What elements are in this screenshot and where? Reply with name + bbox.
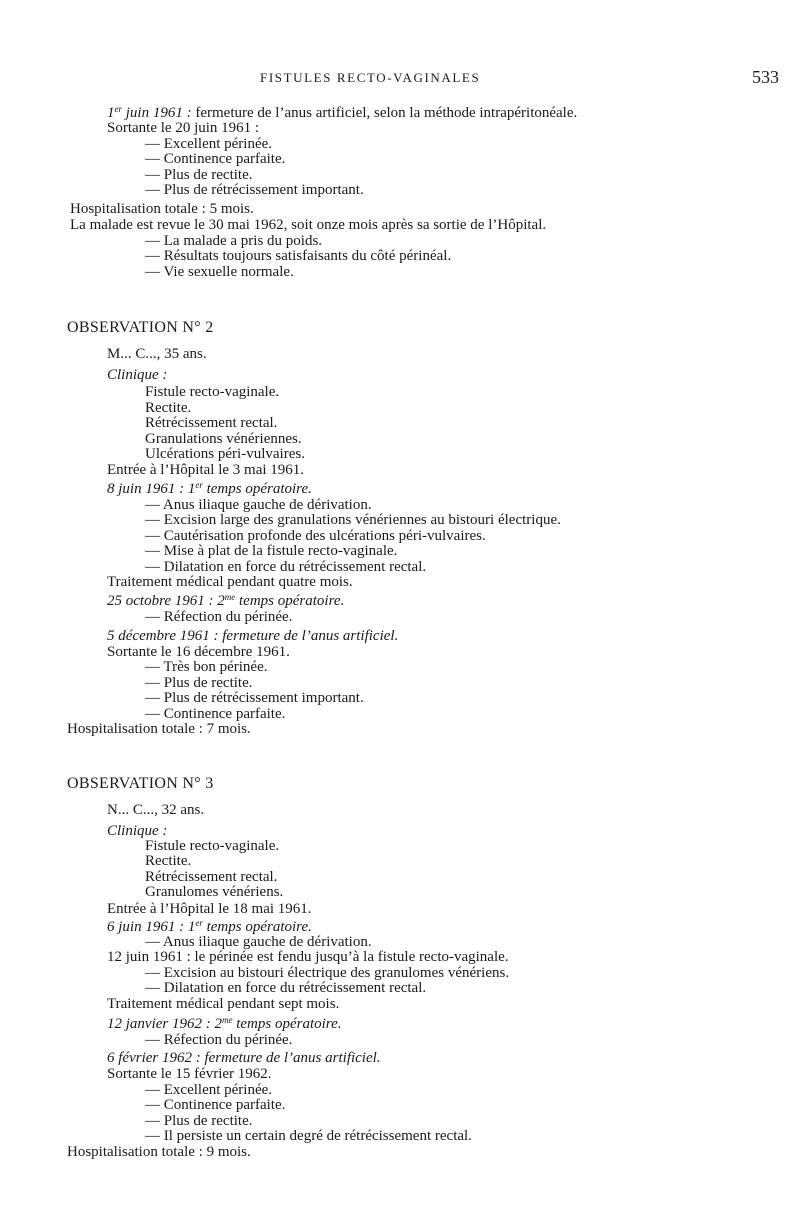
observation-heading [67,320,214,336]
text-line [107,574,353,590]
text-line [145,446,305,462]
text-span: Entrée à l’Hôpital le 18 mai 1961. [107,901,312,917]
text-line [107,105,577,121]
text-span: — Réfection du périnée. [145,609,293,625]
text-span: Fistule recto-vaginale. [145,384,280,400]
text-span: — Mise à plat de la fistule recto-vaginale. [145,543,398,559]
text-line [145,167,252,183]
text-line [145,869,277,885]
text-span: fermeture de l’anus artificiel, selon la méthode intrapéritonéale. [191,105,578,121]
text-span: — Plus de rectite. [145,1113,253,1129]
text-span: — Dilatation en force du rétrécissement rectal. [145,980,427,996]
text-line [145,559,426,575]
text-line [145,659,268,675]
superscript: er [195,480,203,490]
text-span: — Anus iliaque gauche de dérivation. [145,934,372,950]
text-span: La malade est revue le 30 mai 1962, soit onze mois après sa sortie de l’Hôpital. [70,217,547,233]
text-line [145,136,272,152]
text-span: OBSERVATION N° 2 [67,319,214,336]
text-span: 25 octobre 1961 : 2 [107,593,225,609]
text-line [145,264,294,280]
page-number: 533 [752,67,779,87]
text-line [145,1097,285,1113]
superscript: er [114,104,122,114]
text-line [107,949,509,965]
text-span: Rectite. [145,853,192,869]
text-span: OBSERVATION N° 3 [67,775,214,792]
text-span: temps opératoire. [202,919,312,935]
superscript: er [195,918,203,928]
text-line [145,690,364,706]
text-span: — Plus de rectite. [145,675,253,691]
text-line [145,1113,252,1129]
text-line [145,233,322,249]
text-span: — Continence parfaite. [145,1097,286,1113]
text-span: Rétrécissement rectal. [145,869,278,885]
text-span: — Plus de rectite. [145,167,253,183]
text-line [107,644,290,660]
text-span: — Continence parfaite. [145,151,286,167]
text-line [145,415,277,431]
text-span: — Cautérisation profonde des ulcérations péri-vulvaires. [145,528,486,544]
text-span: Hospitalisation totale : 5 mois. [70,201,254,217]
text-span: temps opératoire. [232,1016,342,1032]
text-span: temps opératoire. [202,481,312,497]
text-line [107,802,204,818]
text-line [145,497,372,513]
text-span: Clinique : [107,367,168,383]
text-span: 12 janvier 1962 : 2 [107,1016,222,1032]
text-span: Sortante le 20 juin 1961 : [107,120,260,136]
text-line [145,884,283,900]
text-span: Sortante le 15 février 1962. [107,1066,272,1082]
text-line [145,528,486,544]
text-line [107,901,312,917]
text-span: Sortante le 16 décembre 1961. [107,644,290,660]
text-line [145,384,279,400]
text-line [145,934,372,950]
text-line [145,609,292,625]
text-span: 8 juin 1961 : 1 [107,481,196,497]
text-line [145,248,451,264]
text-span: temps opératoire. [235,593,345,609]
text-span: — Réfection du périnée. [145,1032,293,1048]
text-line [107,996,339,1012]
text-line [67,1144,251,1160]
text-line [145,980,426,996]
text-span: Hospitalisation totale : 9 mois. [67,1144,251,1160]
text-span: Granulomes vénériens. [145,884,284,900]
text-span: 5 décembre 1961 : fermeture de l’anus artificiel. [107,628,399,644]
text-line [107,120,259,136]
text-span: Entrée à l’Hôpital le 3 mai 1961. [107,462,305,478]
text-span: — La malade a pris du poids. [145,233,323,249]
text-span: M... C..., 35 ans. [107,346,207,362]
text-span: Traitement médical pendant sept mois. [107,996,340,1012]
text-line [70,201,254,217]
text-span: — Plus de rétrécissement important. [145,182,364,198]
text-line [107,481,312,497]
text-line [145,1082,272,1098]
text-line [70,217,546,233]
text-span: Granulations vénériennes. [145,431,302,447]
text-line [67,721,251,737]
text-line [107,367,167,383]
text-span: — Excision large des granulations vénériennes au bistouri électrique. [145,512,561,528]
text-span: Traitement médical pendant quatre mois. [107,574,353,590]
text-line [145,965,509,981]
text-line [107,462,304,478]
text-line [145,182,364,198]
superscript: me [224,592,236,602]
text-span: 6 février 1962 : fermeture de l’anus artificiel. [107,1050,381,1066]
text-span: — Résultats toujours satisfaisants du côté périnéal. [145,248,452,264]
text-line [107,346,207,362]
text-span: — Excision au bistouri électrique des granulomes vénériens. [145,965,510,981]
text-line [107,1050,381,1066]
text-span: Rectite. [145,400,192,416]
text-line [145,431,302,447]
text-line [107,1066,272,1082]
text-span: — Il persiste un certain degré de rétrécissement rectal. [145,1128,472,1144]
text-line [107,628,398,644]
text-span: — Vie sexuelle normale. [145,264,294,280]
running-title: FISTULES RECTO-VAGINALES [260,70,481,85]
text-span: juin 1961 : [122,105,192,121]
text-span: 6 juin 1961 : 1 [107,919,196,935]
text-line [145,838,279,854]
text-line [107,1016,342,1032]
text-line [145,706,285,722]
text-span: 1 [107,105,115,121]
text-line [145,151,285,167]
text-line [107,919,312,935]
text-line [145,1032,292,1048]
text-span: Rétrécissement rectal. [145,415,278,431]
observation-heading [67,776,214,792]
text-span: 12 juin 1961 : le périnée est fendu jusqu’à la fistule recto-vaginale. [107,949,509,965]
text-line [145,512,561,528]
text-span: N... C..., 32 ans. [107,802,205,818]
text-line [145,675,252,691]
text-line [107,593,344,609]
text-span: — Plus de rétrécissement important. [145,690,364,706]
text-span: Hospitalisation totale : 7 mois. [67,721,251,737]
text-line [107,823,167,839]
text-span: Clinique : [107,823,168,839]
running-header [0,67,800,90]
text-span: — Excellent périnée. [145,136,273,152]
text-span: — Très bon périnée. [145,659,268,675]
text-line [145,543,397,559]
text-span: Fistule recto-vaginale. [145,838,280,854]
text-span: — Anus iliaque gauche de dérivation. [145,497,372,513]
text-line [145,400,191,416]
text-span: — Dilatation en force du rétrécissement rectal. [145,559,427,575]
text-span: Ulcérations péri-vulvaires. [145,446,305,462]
text-line [145,1128,472,1144]
superscript: me [221,1015,233,1025]
text-span: — Excellent périnée. [145,1082,273,1098]
text-line [145,853,191,869]
text-span: — Continence parfaite. [145,706,286,722]
